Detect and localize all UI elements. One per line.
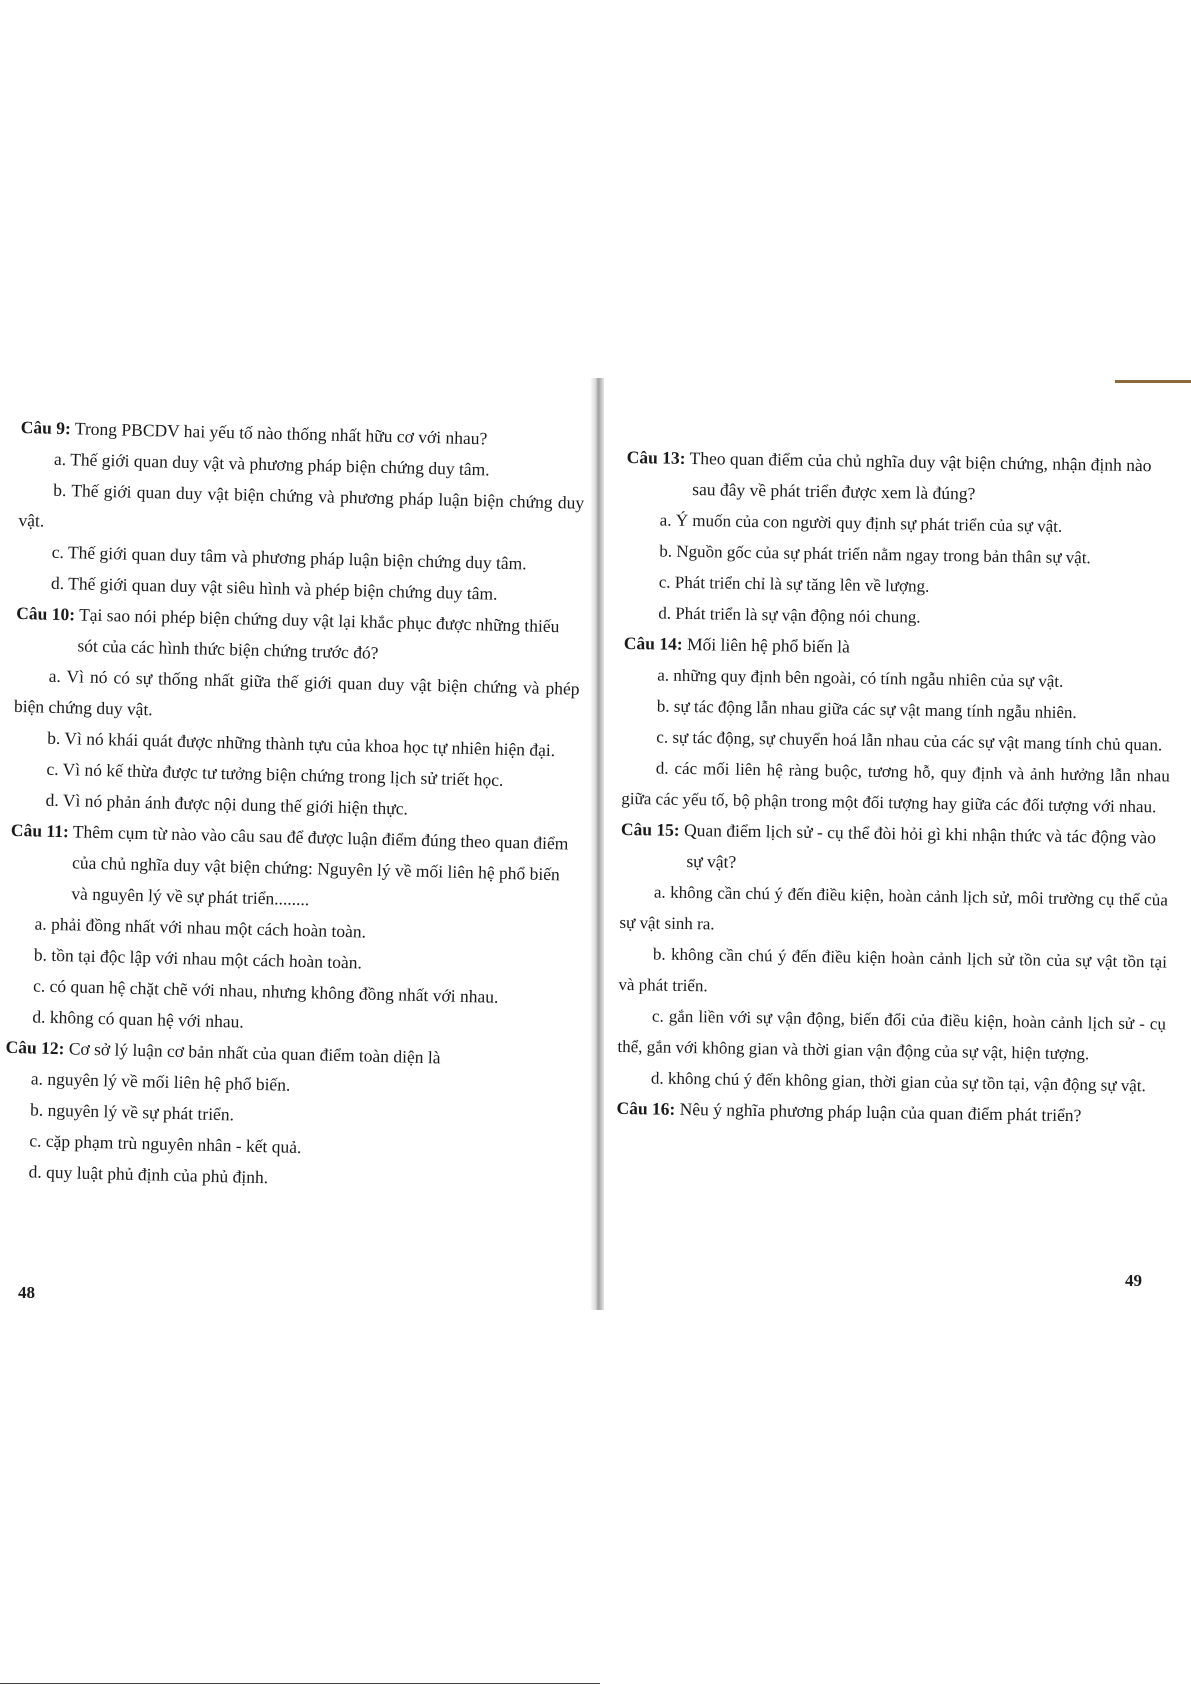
option-a: a. không cần chú ý đến điều kiện, hoàn cảnh lịch sử, môi trường cụ thể của sự vật sinh ra. <box>619 882 1169 934</box>
question-15-title <box>620 814 1169 885</box>
question-number: Câu 9: <box>20 416 72 439</box>
question-text: Theo quan điểm của chủ nghĩa duy vật biện chứng, nhận định nào sau đây về phát triển được xem là đúng? <box>689 447 1152 504</box>
question-number: Câu 11: <box>10 819 70 842</box>
question-9 <box>17 412 586 612</box>
option-c: c. sự tác động, sự chuyển hoá lẫn nhau của các sự vật mang tính chủ quan. <box>656 727 1163 755</box>
option-b: b. Nguồn gốc của sự phát triển nằm ngay trong bản thân sự vật. <box>659 541 1091 568</box>
question-11 <box>6 815 576 1046</box>
question-14 <box>621 628 1172 823</box>
option-d: d. không có quan hệ với nhau. <box>32 1006 245 1032</box>
book-spread <box>0 378 1191 1310</box>
option-b: b. Vì nó khái quát được những thành tựu của khoa học tự nhiên hiện đại. <box>46 727 556 761</box>
question-number: Câu 14: <box>623 632 683 654</box>
question-text: Nêu ý nghĩa phương pháp luận của quan điểm phát triển? <box>679 1098 1082 1126</box>
question-13 <box>624 442 1175 637</box>
book-gutter <box>590 378 604 1310</box>
option-d: d. không chú ý đến không gian, thời gian của sự tồn tại, vận động sự vật. <box>650 1068 1146 1096</box>
question-text: Tại sao nói phép biện chứng duy vật lại khắc phục được những thiếu sót của các hình thức biện chứng trước đó? <box>77 604 560 663</box>
option-c: c. Thế giới quan duy tâm và phương pháp luận biện chứng duy tâm. <box>51 541 527 574</box>
option-d: d. Thế giới quan duy vật siêu hình và phép biện chứng duy tâm. <box>50 572 498 604</box>
option-d: d. Phát triển là sự vận động nói chung. <box>658 603 921 627</box>
question-number: Câu 15: <box>620 818 680 840</box>
question-text: Trong PBCDV hai yếu tố nào thống nhất hữu cơ với nhau? <box>74 418 488 449</box>
option-a: a. Ý muốn của con người quy định sự phát triển của sự vật. <box>659 510 1063 536</box>
option-a: a. nguyên lý về mối liên hệ phổ biến. <box>30 1068 291 1095</box>
option-c: c. cặp phạm trù nguyên nhân - kết quả. <box>29 1130 302 1158</box>
question-text: Mối liên hệ phổ biến là <box>686 633 850 657</box>
question-number: Câu 12: <box>5 1036 65 1059</box>
option-c: c. Vì nó kế thừa được tư tưởng biện chứng trong lịch sử triết học. <box>46 758 504 790</box>
right-page <box>613 378 1176 1318</box>
option-a: a. những quy định bên ngoài, có tính ngẫu nhiên của sự vật. <box>657 665 1064 691</box>
option-a: a. Vì nó có sự thống nhất giữa thế giới quan duy vật biện chứng và phép biện chứng duy vật. <box>13 665 580 720</box>
option-d: d. quy luật phủ định của phủ định. <box>28 1161 269 1188</box>
question-text: Quan điểm lịch sử - cụ thể đòi hỏi gì khi nhận thức và tác động vào sự vật? <box>683 819 1157 872</box>
option-a: a. phải đồng nhất với nhau một cách hoàn toàn. <box>34 913 367 942</box>
option-b: b. nguyên lý về sự phát triển. <box>29 1099 235 1125</box>
option-c: c. Phát triển chỉ là sự tăng lên về lượng. <box>658 572 930 596</box>
question-number: Câu 13: <box>626 446 686 468</box>
option-b: b. tồn tại độc lập với nhau một cách hoàn toàn. <box>33 944 363 973</box>
option-a: a. Thế giới quan duy vật và phương pháp biện chứng duy tâm. <box>53 448 490 480</box>
option-b: b. sự tác động lẫn nhau giữa các sự vật mang tính ngẫu nhiên. <box>656 696 1077 723</box>
left-page <box>0 378 587 1324</box>
scan-edge-line <box>0 1683 600 1684</box>
page-corner-edge <box>1115 380 1191 383</box>
question-13-title <box>626 442 1175 513</box>
option-b: b. Thế giới quan duy vật biện chứng và phương pháp luận biện chứng duy vật. <box>18 479 585 531</box>
question-number: Câu 16: <box>616 1097 676 1119</box>
question-text: Cơ sở lý luận cơ bản nhất của quan điểm toàn diện là <box>68 1038 441 1068</box>
question-number: Câu 10: <box>16 602 76 625</box>
option-c: c. có quan hệ chặt chẽ với nhau, nhưng không đồng nhất với nhau. <box>32 975 499 1007</box>
question-12 <box>2 1032 571 1201</box>
option-d: d. Vì nó phản ánh được nội dung thế giới hiện thực. <box>45 789 409 819</box>
option-d: d. các mối liên hệ ràng buộc, tương hỗ, quy định và ảnh hưởng lẫn nhau giữa các yếu tố, bộ phận trong một đối tượng hay giữa các đối tượng với nhau. <box>621 758 1170 817</box>
question-10 <box>11 598 581 829</box>
page-number-right: 49 <box>1125 1271 1142 1290</box>
question-text: Thêm cụm từ nào vào câu sau để được luận điểm đúng theo quan điểm của chủ nghĩa duy vật biện chứng: Nguyên lý về mối liên hệ phổ biến và nguyên lý về sự phát triển........ <box>71 821 569 910</box>
option-b: b. không cần chú ý đến điều kiện hoàn cảnh lịch sử tồn của sự vật tồn tại và phát triển. <box>618 944 1168 996</box>
question-11-title <box>9 815 576 922</box>
option-c: c. gắn liền với sự vận động, biến đổi của điều kiện, hoàn cảnh lịch sử - cụ thể, gắn với không gian và thời gian vận động của sự vật, hiện tượng. <box>617 1006 1167 1064</box>
question-15 <box>617 814 1169 1102</box>
page-number-left: 48 <box>18 1283 35 1302</box>
